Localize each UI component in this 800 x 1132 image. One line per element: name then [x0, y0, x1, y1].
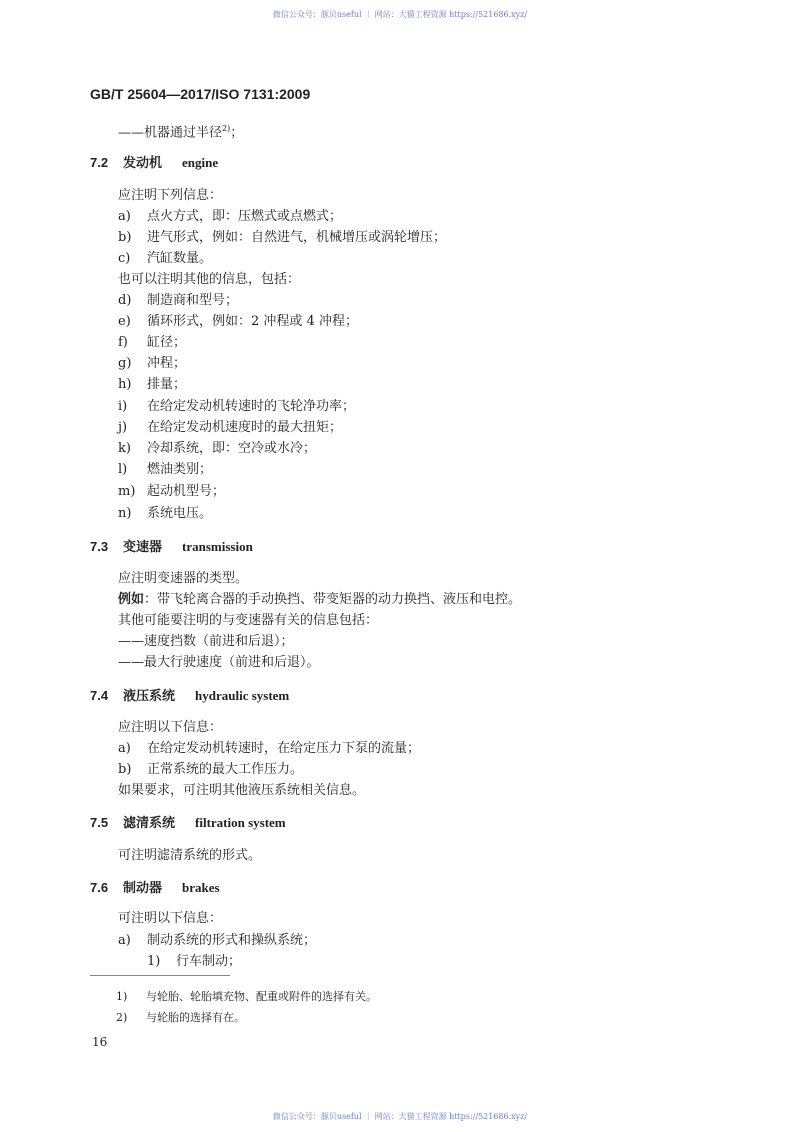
dash-item: ——最大行驶速度（前进和后退）。	[118, 655, 320, 670]
paragraph: 可注明以下信息：	[118, 911, 223, 926]
watermark-bottom: 微信公众号：豚贝useful ｜ 网站：大猫工程资源 https://521686.xyz/	[272, 1112, 528, 1121]
paragraph: 也可以注明其他的信息，包括：	[118, 272, 301, 287]
list-item: b) 进气形式，例如：自然进气，机械增压或涡轮增压；	[118, 230, 447, 245]
list-item: d) 制造商和型号；	[118, 293, 239, 308]
list-item: m) 起动机型号；	[118, 484, 226, 499]
list-item: h) 排量；	[118, 377, 187, 392]
page-number: 16	[92, 1035, 108, 1049]
list-item: f) 缸径；	[118, 335, 187, 350]
list-item: g) 冲程；	[118, 356, 187, 371]
list-item: a) 在给定发动机转速时，在给定压力下泵的流量；	[118, 741, 421, 756]
footnote-divider	[90, 975, 230, 976]
dash-item: ——速度挡数（前进和后退）；	[118, 634, 294, 649]
paragraph: 应注明变速器的类型。	[118, 571, 249, 586]
paragraph: 应注明下列信息：	[118, 188, 223, 203]
example: 例如：带飞轮离合器的手动换挡、带变矩器的动力换挡、液压和电控。	[118, 592, 522, 607]
footnote: 1) 与轮胎、轮胎填充物、配重或附件的选择有关。	[116, 990, 377, 1003]
paragraph: 其他可能要注明的与变速器有关的信息包括：	[118, 613, 379, 628]
paragraph: ——机器通过半径$^{2)}$；	[118, 124, 244, 141]
list-item: a) 点火方式，即：压燃式或点燃式；	[118, 209, 343, 224]
list-item: l) 燃油类别；	[118, 462, 213, 477]
section-heading-7-2: 7.2 发动机 engine	[90, 155, 219, 170]
watermark-top: 微信公众号：豚贝useful ｜ 网站：大猫工程资源 https://521686.xyz/	[272, 10, 528, 19]
footnote: 2) 与轮胎的选择有在。	[116, 1011, 245, 1024]
paragraph: 应注明以下信息：	[118, 720, 223, 735]
section-heading-7-4: 7.4 液压系统 hydraulic system	[90, 688, 290, 703]
list-item: j) 在给定发动机速度时的最大扭矩；	[118, 420, 343, 435]
section-heading-7-5: 7.5 滤清系统 filtration system	[90, 815, 286, 830]
list-item: n) 系统电压。	[118, 506, 213, 521]
section-heading-7-3: 7.3 变速器 transmission	[90, 539, 253, 554]
sub-list-item: 1) 行车制动；	[147, 954, 242, 969]
list-item: a) 制动系统的形式和操纵系统；	[118, 933, 317, 948]
list-item: k) 冷却系统，即：空冷或水冷；	[118, 441, 317, 456]
list-item: c) 汽缸数量。	[118, 251, 213, 266]
list-item: e) 循环形式，例如：2 冲程或 4 冲程；	[118, 314, 358, 329]
paragraph: 可注明滤清系统的形式。	[118, 848, 262, 863]
list-item: b) 正常系统的最大工作压力。	[118, 762, 304, 777]
standard-header: GB/T 25604—2017/ISO 7131:2009	[90, 86, 311, 102]
paragraph: 如果要求，可注明其他液压系统相关信息。	[118, 783, 366, 798]
section-heading-7-6: 7.6 制动器 brakes	[90, 880, 220, 895]
list-item: i) 在给定发动机转速时的飞轮净功率；	[118, 399, 356, 414]
